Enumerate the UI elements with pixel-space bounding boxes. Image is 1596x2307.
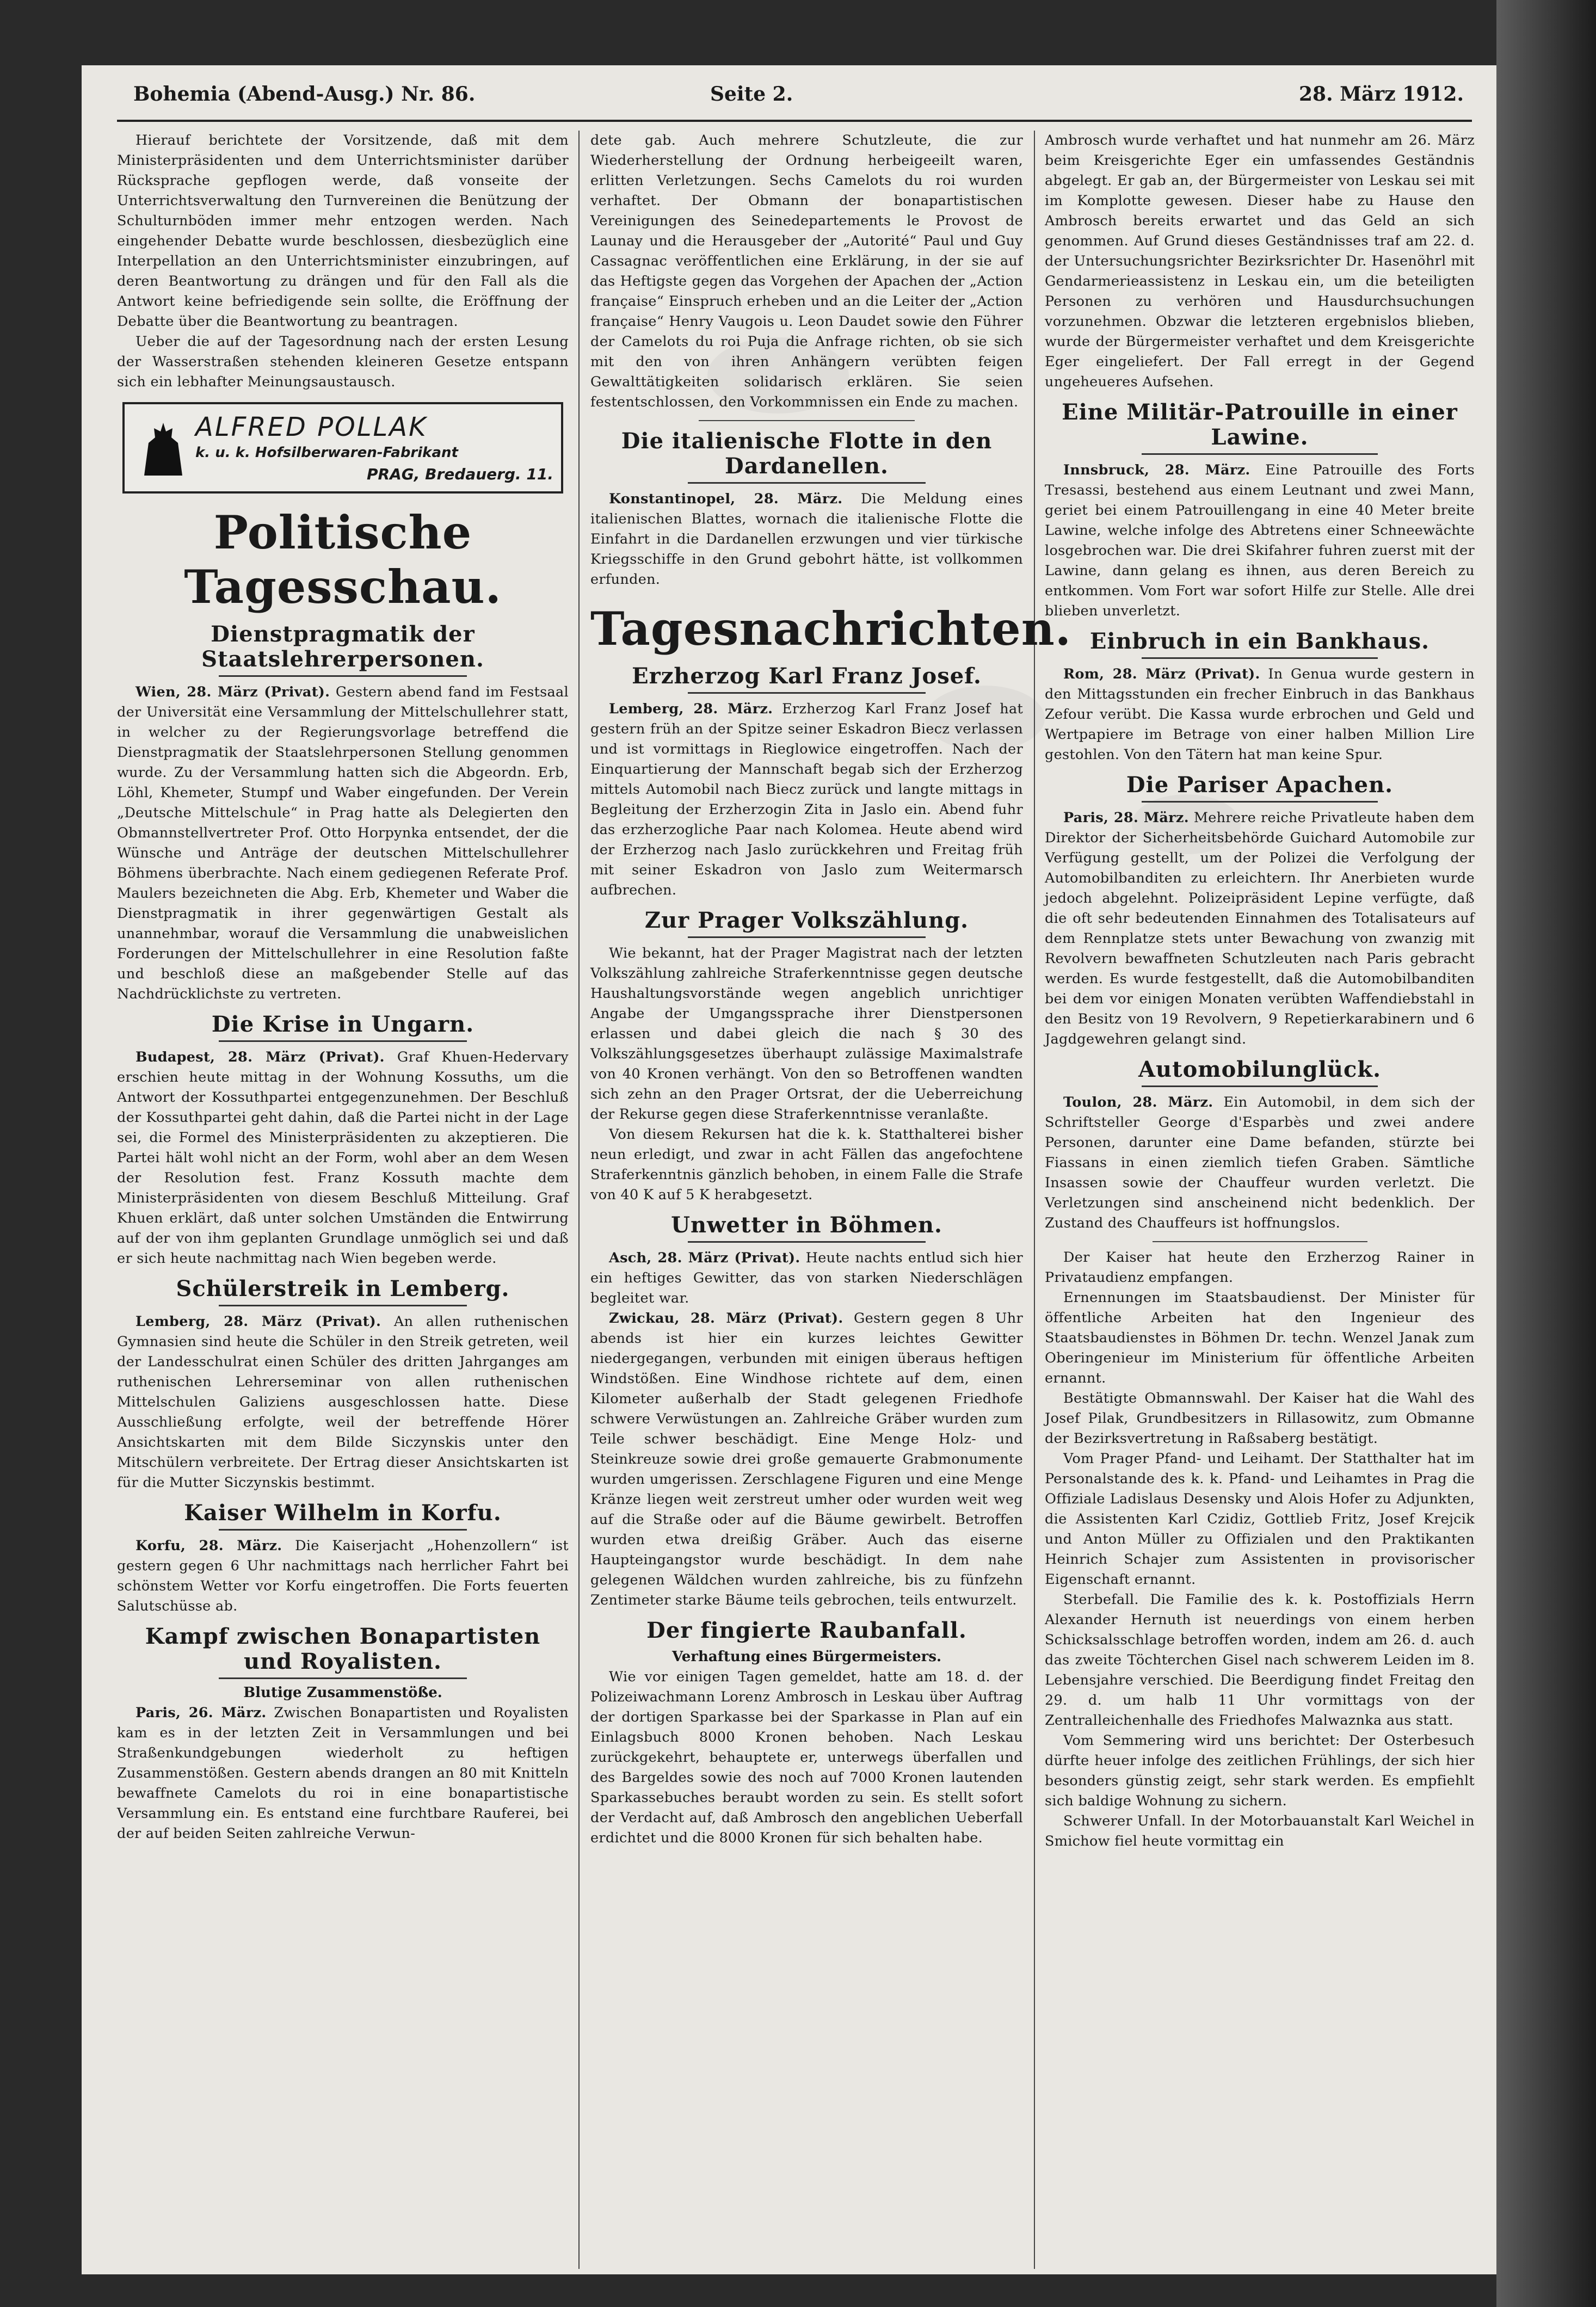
article-text: Ueber die auf der Tagesordnung nach der ersten Lesung der Wasserstraßen stehenden kleineren Gesetze entspann sich ein lebhafter Meinungsaustausch. xyxy=(117,334,569,390)
news-item: Ernennungen im Staatsbaudienst. Der Minister für öffentliche Arbeiten hat den Ingenieur des Staatsbaudienstes in Böhmen Dr. techn. Wenzel Janak zum Oberingenieur im Ministerium für öffentliche Arbeiten ernannt. xyxy=(1045,1290,1475,1386)
article-headline: Die italienische Flotte in den Dardanellen. xyxy=(590,429,1023,484)
article-text: Von diesem Rekursen hat die k. k. Statthalterei bisher neun erledigt, und zwar in acht Fällen das angefochtene Straferkenntnis gänzlich behoben, in einem Falle die Strafe von 40 K auf 5 K herabgesetzt. xyxy=(590,1126,1023,1203)
divider xyxy=(1153,1241,1367,1242)
article-text: Asch, 28. März (Privat). Heute nachts entlud sich hier ein heftiges Gewitter, das von starken Niederschlägen begleitet war. xyxy=(590,1250,1023,1306)
header-page-number: Seite 2. xyxy=(710,83,793,106)
newspaper-page xyxy=(82,65,1496,2274)
article-dateline: Toulon, 28. März. xyxy=(1063,1094,1213,1111)
article-text: Budapest, 28. März (Privat). Graf Khuen-Hedervary erschien heute mittag in der Wohnung Kossuths, um die Antwort der Kossuthpartei entgegenzunehmen. Der Beschluß der Kossuthpartei geht dahin, daß die Partei nicht in der Lage sei, die Formel des Ministerpräsidenten zu akzeptieren. Die Partei hält wohl nicht an der Form, wohl aber an dem Wesen der Resolution fest. Franz Kossuth machte dem Ministerpräsidenten von diesem Beschluß Mitteilung. Graf Khuen erklärt, daß unter solchen Umständen die Entwirrung auf der von ihm geplanten Grundlage unmöglich sei und daß er sich heute nachmittag nach Wien begeben werde. xyxy=(117,1049,569,1267)
article-headline: Dienstpragmatik der Staatslehrerpersonen. xyxy=(117,622,569,677)
article-text: Wien, 28. März (Privat). Gestern abend fand im Festsaal der Universität eine Versammlung der Mittelschullehrer statt, in welcher zu der Regierungsvorlage betreffend die Dienstpragmatik der Staatslehrpersonen Stellung genommen wurde. Zu der Versammlung hatten sich die Abgeordn. Erb, Löhl, Khemeter, Stumpf und Waber eingefunden. Der Verein „Deutsche Mittelschule“ in Prag hatte als Delegierten den Obmannstellvertreter Prof. Otto Horpynka entsendet, der die Wünsche und Anträge der deutschen Mittelschullehrer Böhmens überbrachte. Nach einem gediegenen Referate Prof. Maulers bezeichneten die Abg. Erb, Khemeter und Waber die Dienstpragmatik in ihrer gegenwärtigen Gestalt als unannehmbar, worauf die Versammlung die unabweislichen Forderungen der Mittelschullehrer in eine Resolution faßte und beschloß diese an maßgebender Stelle auf das Nachdrücklichste zu vertreten. xyxy=(117,684,569,1002)
news-item: Sterbefall. Die Familie des k. k. Postoffizials Herrn Alexander Hernuth ist neuerdings von einem herben Schicksalsschlage betroffen worden, indem am 26. d. auch das zweite Töchterchen Gisel nach schwerem Leiden im 8. Lebensjahre verschied. Die Beerdigung findet Freitag den 29. d. um halb 11 Uhr vormittags von der Zentralleichenhalle des Friedhofes Malwaznka aus statt. xyxy=(1045,1592,1475,1729)
section-title: Tagesnachrichten. xyxy=(590,602,1072,656)
article-headline: Die Pariser Apachen. xyxy=(1045,773,1475,803)
news-item: Der Kaiser hat heute den Erzherzog Rainer in Privataudienz empfangen. xyxy=(1045,1249,1475,1286)
column-rule xyxy=(578,131,580,2269)
section-title: Politische Tagesschau. xyxy=(184,505,502,614)
article-headline: Eine Militär-Patrouille in einer Lawine. xyxy=(1045,400,1475,455)
header-issue: Bohemia (Abend-Ausg.) Nr. 86. xyxy=(133,83,476,106)
article-text: dete gab. Auch mehrere Schutzleute, die zur Wiederherstellung der Ordnung herbeigeeilt waren, erlitten Verletzungen. Sechs Camelots du roi wurden verhaftet. Der Obmann der bonapartistischen Vereinigungen des Seinedepartements le Provost de Launay und die Herausgeber der „Autorité“ Paul und Guy Cassagnac veröffentlichen eine Erklärung, in der sie auf das Heftigste gegen das Vorgehen der Apachen der „Action française“ Einspruch erheben und an die Leiter der „Action française“ Henry Vaugois u. Leon Daudet sowie den Führer der Camelots du roi Puja die Anfrage richten, ob sie sich mit den von ihren Anhängern verübten feigen Gewalttätigkeiten solidarisch erklären. Sie seien festentschlossen, den Vorkommnissen ein Ende zu machen. xyxy=(590,132,1023,410)
article-text: Korfu, 28. März. Die Kaiserjacht „Hohenzollern“ ist gestern gegen 6 Uhr nachmittags nach herrlicher Fahrt bei schönstem Wetter vor Korfu eingetroffen. Die Forts feuerten Salutschüsse ab. xyxy=(117,1538,569,1614)
article-dateline: Innsbruck, 28. März. xyxy=(1063,462,1250,478)
news-item: Bestätigte Obmannswahl. Der Kaiser hat die Wahl des Josef Pilak, Grundbesitzers in Rillasowitz, zum Obmanne der Bezirksvertretung in Raßsaberg bestätigt. xyxy=(1045,1390,1475,1447)
article-text: Paris, 28. März. Mehrere reiche Privatleute haben dem Direktor der Sicherheitsbehörde Guichard Automobile zur Verfügung gestellt, um der Polizei die Verfolgung der Automobilbanditen zu erleichtern. Ihr Anerbieten wurde jedoch abgelehnt. Polizeipräsident Lepine verfügte, daß die oft sehr bedeutenden Einnahmen des Totalisateurs auf dem Rennplatze stets unter Bewachung von zwanzig mit Revolvern bewaffneten Schutzleuten nach Paris gebracht werden. Es wurde festgestellt, daß die Automobilbanditen bei dem vor einigen Monaten verübten Waffendiebstahl in den Besitz von 19 Revolvern, 9 Repetierkarabinern und 6 Jagdgewehren gelangt sind. xyxy=(1045,810,1475,1047)
article-text: Ambrosch wurde verhaftet und hat nunmehr am 26. März beim Kreisgerichte Eger ein umfassendes Geständnis abgelegt. Er gab an, der Bürgermeister von Leskau sei mit im Komplotte gewesen. Dieser habe zu Hause den Ambrosch bereits erwartet und das Geld an sich genommen. Auf Grund dieses Geständnisses traf am 22. d. der Untersuchungsrichter Bezirksrichter Dr. Hasenöhrl mit Gendarmerieassistenz in Leskau ein, um die beteiligten Personen zu verhören und Hausdurchsuchungen vorzunehmen. Obzwar die letzteren ergebnislos blieben, wurde der Bürgermeister verhaftet und dem Kreisgerichte Eger eingeliefert. Der Fall erregt in der Gegend ungeheueres Aufsehen. xyxy=(1045,132,1475,390)
article-headline: Schülerstreik in Lemberg. xyxy=(117,1276,569,1306)
column-1 xyxy=(117,131,569,2269)
article-text: Wie bekannt, hat der Prager Magistrat nach der letzten Volkszählung zahlreiche Straferkenntnisse gegen deutsche Haushaltungsvorstände wegen angeblich unrichtiger Angabe der Umgangssprache ihrer Dienstpersonen erlassen und dabei gleich die nach § 30 des Volkszählungsgesetzes überhaupt zulässige Maximalstrafe von 40 Kronen verhängt. Von den so Betroffenen wandten sich zehn an den Prager Ortsrat, der die Ueberreichung der Rekurse gegen diese Straferkenntnisse veranlaßte. xyxy=(590,945,1023,1122)
article-subheadline: Verhaftung eines Bürgermeisters. xyxy=(671,1649,942,1665)
article-dateline: Konstantinopel, 28. März. xyxy=(609,491,843,507)
article-headline: Der fingierte Raubanfall. xyxy=(646,1618,967,1643)
article-dateline: Wien, 28. März (Privat). xyxy=(135,684,330,700)
article-headline: Automobilunglück. xyxy=(1045,1057,1475,1087)
news-item: Vom Semmering wird uns berichtet: Der Osterbesuch dürfte heuer infolge des zeitlichen Frühlings, der sich hier besonders günstig zeigt, sehr stark werden. Es empfiehlt sich baldige Wohnung zu sichern. xyxy=(1045,1732,1475,1809)
divider xyxy=(699,420,915,421)
article-subheadline: Blutige Zusammenstöße. xyxy=(243,1685,442,1701)
advertisement xyxy=(122,402,563,494)
advertiser-address: PRAG, Bredauerg. 11. xyxy=(367,465,553,483)
article-dateline: Asch, 28. März (Privat). xyxy=(609,1250,800,1266)
article-text: Paris, 26. März. Zwischen Bonapartisten und Royalisten kam es in der letzten Zeit in Versammlungen und bei Straßenkundgebungen wiederholt zu heftigen Zusammenstößen. Gestern abends drangen an 80 mit Knitteln bewaffnete Camelots du roi in eine bonapartistische Versammlung ein. Es entstand eine furchtbare Rauferei, bei der auf beiden Seiten zahlreiche Verwun- xyxy=(117,1705,569,1842)
article-dateline: Budapest, 28. März (Privat). xyxy=(135,1049,385,1065)
page-edge-shadow xyxy=(1496,0,1596,2307)
column-3 xyxy=(1045,131,1475,2269)
article-text: Hierauf berichtete der Vorsitzende, daß mit dem Ministerpräsidenten und dem Unterrichtsminister darüber Rücksprache gepflogen werde, daß vonseite der Unterrichtsverwaltung den Turnvereinen die Benützung der Schulturnböden immer mehr entzogen werden. Nach eingehender Debatte wurde beschlossen, diesbezüglich eine Interpellation an den Unterrichtsminister einzubringen, auf deren Beantwortung zu drängen und für den Fall als die Antwort keine befriedigende sein sollte, die Eröffnung der Debatte über die Beantwortung zu beantragen. xyxy=(117,132,569,330)
article-headline: Kaiser Wilhelm in Korfu. xyxy=(117,1501,569,1531)
article-text: Wie vor einigen Tagen gemeldet, hatte am 18. d. der Polizeiwachmann Lorenz Ambrosch in Leskau über Auftrag der dortigen Sparkasse bei der Sparkasse in Plan auf ein Einlagsbuch 8000 Kronen behoben. Nach Leskau zurückgekehrt, behauptete er, unterwegs überfallen und des Bargeldes sowie des noch auf 7000 Kronen lautenden Sparkassebuches beraubt worden zu sein. Es stellt sofort der Verdacht auf, daß Ambrosch den angeblichen Ueberfall erdichtet und die 8000 Kronen für sich behalten habe. xyxy=(590,1669,1023,1846)
article-text: Rom, 28. März (Privat). In Genua wurde gestern in den Mittagsstunden ein frecher Einbruch in das Bankhaus Zefour verübt. Die Kassa wurde erbrochen und Geld und Wertpapiere im Betrage von einer halben Million Lire gestohlen. Von den Tätern hat man keine Spur. xyxy=(1045,666,1475,763)
article-text: Zwickau, 28. März (Privat). Gestern gegen 8 Uhr abends ist hier ein kurzes leichtes Gewitter niedergegangen, verbunden mit einigen überaus heftigen Windstößen. Eine Windhose richtete auf dem, einen Kilometer außerhalb der Stadt gelegenen Friedhofe schwere Verwüstungen an. Zahlreiche Gräber wurden zum Teile schwer beschädigt. Eine Menge Holz- und Steinkreuze sowie drei große gemauerte Grabmonumente wurden umgerissen. Zerschlagene Figuren und eine Menge Kränze liegen weit zerstreut umher oder wurden weit weg auf die Straße oder auf die Bäume gewirbelt. Betroffen wurden etwa dreißig Gräber. Auch das eiserne Haupteingangstor wurde beschädigt. In dem nahe gelegenen Wäldchen wurden zahlreiche, bis zu fünfzehn Zentimeter starke Bäume teils gebrochen, teils entwurzelt. xyxy=(590,1310,1024,1608)
article-dateline: Paris, 26. März. xyxy=(135,1705,267,1721)
article-text: Innsbruck, 28. März. Eine Patrouille des Forts Tresassi, bestehend aus einem Leutnant und zwei Mann, geriet bei einem Patrouillengang in eine 40 Meter breite Lawine, welche infolge des Abtretens einer Schneewächte losgebrochen war. Die drei Skifahrer fuhren zuerst mit der Lawine, dann gelang es ihnen, aus deren Bereich zu entkommen. Vom Fort war sofort Hilfe zur Stelle. Alle drei blieben unverletzt. xyxy=(1045,462,1475,619)
news-item: Vom Prager Pfand- und Leihamt. Der Statthalter hat im Personalstande des k. k. Pfand- und Leihamtes in Prag die Offiziale Ladislaus Desensky und Alois Hofer zu Adjunkten, die Assistenten Karl Czidiz, Gottlieb Fritz, Josef Krejcik und Anton Müller zu Offizialen und den Praktikanten Heinrich Schajer zum Assistenten in provisorischer Eigenschaft ernannt. xyxy=(1045,1451,1475,1588)
article-dateline: Zwickau, 28. März (Privat). xyxy=(609,1310,843,1327)
article-dateline: Korfu, 28. März. xyxy=(135,1538,282,1554)
column-2 xyxy=(590,131,1072,2269)
article-headline: Kampf zwischen Bonapartisten und Royalisten. xyxy=(117,1624,569,1679)
advertiser-title: k. u. k. Hofsilberwaren-Fabrikant xyxy=(195,445,458,461)
article-text: Lemberg, 28. März. Erzherzog Karl Franz Josef hat gestern früh an der Spitze seiner Eskadron Biecz verlassen und ist vormittags in Rieglowice eingetroffen. Nach der Einquartierung der Mannschaft begab sich der Erzherzog mittels Automobil nach Biecz zurück und langte mittags in Begleitung der Erzherzogin Zita in Jaslo ein. Abend fuhr das erzherzogliche Paar nach Kolomea. Heute abend wird der Erzherzog nach Jaslo zurückkehren und Freitag früh mit seiner Eskadron von Jaslo zum Weitermarsch aufbrechen. xyxy=(590,701,1023,898)
news-item: Schwerer Unfall. In der Motorbauanstalt Karl Weichel in Smichow fiel heute vormittag ein xyxy=(1045,1813,1475,1849)
column-rule xyxy=(1034,131,1035,2269)
article-headline: Zur Prager Volkszählung. xyxy=(590,908,1023,938)
article-headline: Unwetter in Böhmen. xyxy=(590,1213,1023,1243)
article-headline: Erzherzog Karl Franz Josef. xyxy=(590,664,1023,694)
article-dateline: Paris, 28. März. xyxy=(1063,810,1189,826)
article-text: Konstantinopel, 28. März. Die Meldung eines italienischen Blattes, wornach die italienische Flotte die Einfahrt in die Dardanellen erzwungen und vier türkische Kriegsschiffe in den Grund gebohrt hätte, ist vollkommen erfunden. xyxy=(590,491,1023,588)
article-headline: Die Krise in Ungarn. xyxy=(117,1012,569,1042)
header-date: 28. März 1912. xyxy=(1298,83,1464,106)
article-headline: Einbruch in ein Bankhaus. xyxy=(1045,629,1475,659)
article-dateline: Lemberg, 28. März (Privat). xyxy=(135,1313,381,1330)
article-text: Toulon, 28. März. Ein Automobil, in dem sich der Schriftsteller George d'Esparbès und zwei andere Personen, darunter eine Dame befanden, stürzte bei Fiassans in einen ziemlich tiefen Graben. Sämtliche Insassen sowie der Chauffeur wurden verletzt. Die Verletzungen sind anscheinend nicht bedenklich. Der Zustand des Chauffeurs ist hoffnungslos. xyxy=(1045,1094,1475,1231)
silverware-vase-icon xyxy=(139,418,188,478)
article-dateline: Rom, 28. März (Privat). xyxy=(1063,666,1260,682)
article-dateline: Lemberg, 28. März. xyxy=(609,701,773,717)
advertiser-name: ALFRED POLLAK xyxy=(195,412,428,442)
article-text: Lemberg, 28. März (Privat). An allen ruthenischen Gymnasien sind heute die Schüler in den Streik getreten, weil der Landesschulrat einen Schüler des dritten Jahrganges am ruthenischen Lehrerseminar von allen ruthenischen Mittelschulen Galiziens ausgeschlossen hatte. Diese Ausschließung erfolgte, weil der betreffende Hörer Ansichtskarten mit dem Bilde Siczynskis unter den Mitschülern verbreitete. Der Ertrag dieser Ansichtskarten ist für die Mutter Siczynskis bestimmt. xyxy=(117,1313,569,1491)
header-rule xyxy=(117,120,1472,122)
